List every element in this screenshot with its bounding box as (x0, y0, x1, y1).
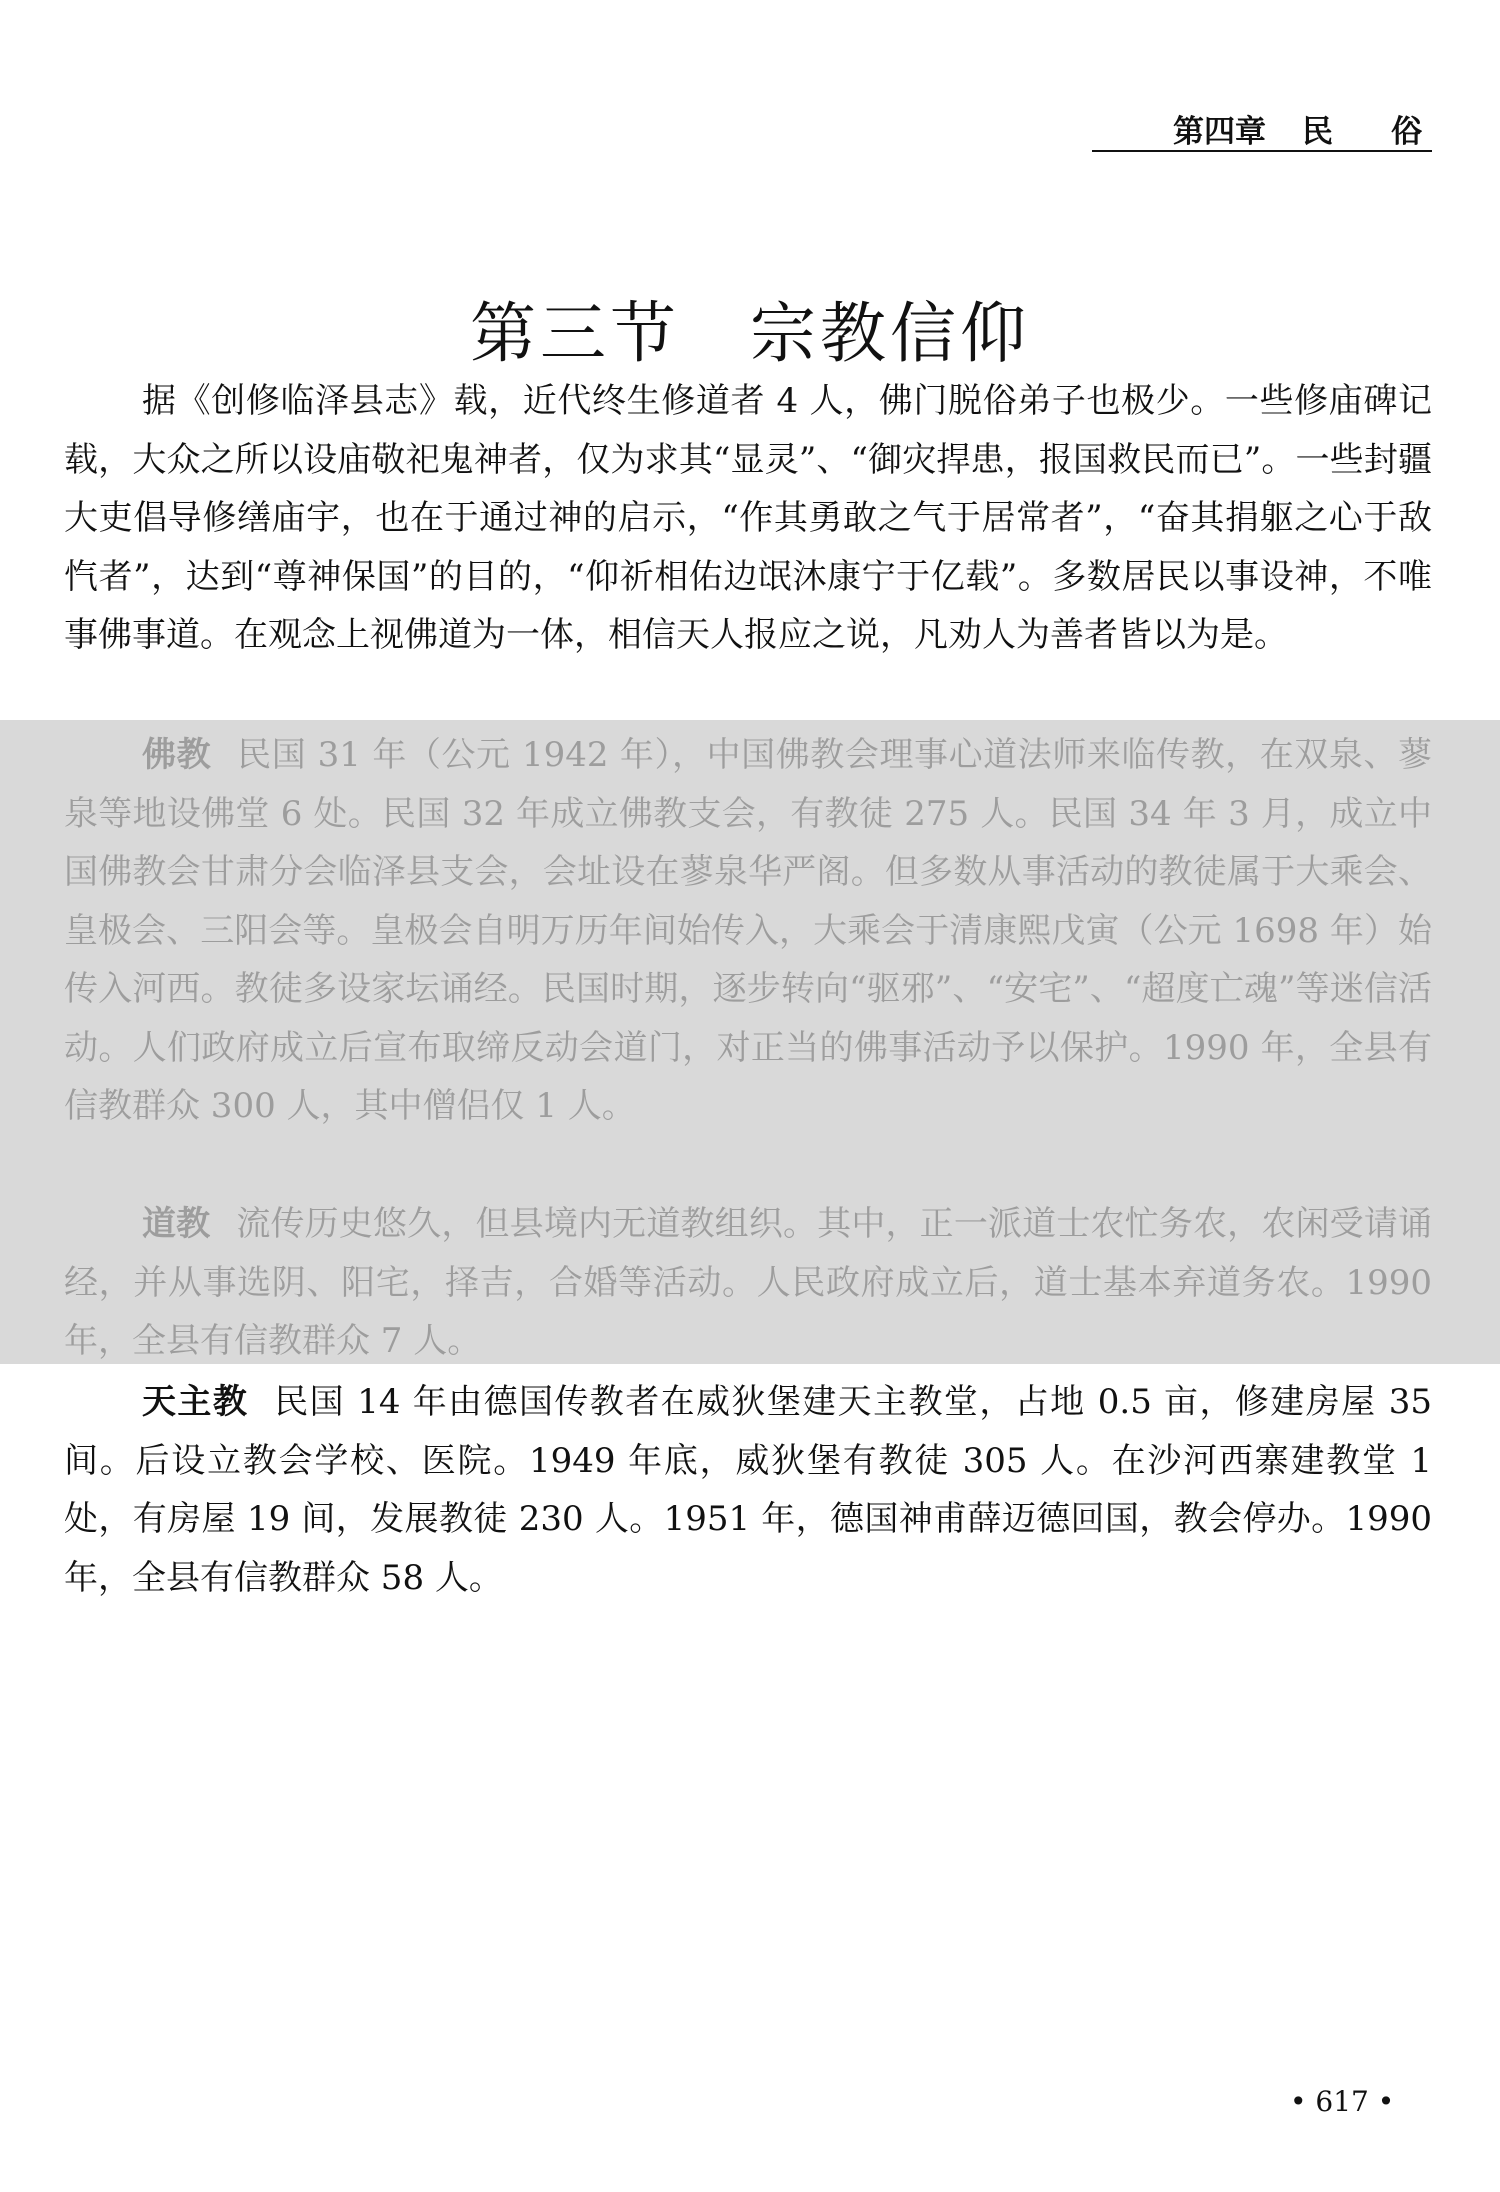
catholicism-term: 天主教 (142, 1382, 249, 1422)
running-head (1092, 106, 1480, 152)
buddhism-term: 佛教 (142, 735, 212, 775)
taoism-term: 道教 (142, 1204, 211, 1244)
page-number: • 617 • (1290, 2085, 1395, 2118)
section-title (0, 280, 1500, 375)
section-name: 宗教信仰 (750, 295, 1030, 373)
intro-paragraph: 据《创修临泽县志》载，近代终生修道者 4 人，佛门脱俗弟子也极少。一些修庙碑记载，大众之所以设庙敬祀鬼神者，仅为求其“显灵”、“御灾捍患，报国救民而已”。一些封疆大吏倡导修缮庙宇，也在于通过神的启示，“作其勇敢之气于居常者”，“奋其捐躯之心于敌忾者”，达到“尊神保国”的目的，“仰祈相佑边氓沐康宁于亿载”。多数居民以事设神，不唯事佛事道。在观念上视佛道为一体，相信天人报应之说，凡劝人为善者皆以为是。 (64, 381, 1432, 655)
chapter-name: 民俗 (1302, 114, 1480, 150)
section-number: 第三节 (470, 295, 680, 373)
taoism-paragraph (64, 1195, 1432, 1371)
catholicism-paragraph (64, 1373, 1432, 1607)
buddhism-text: 民国 31 年（公元 1942 年），中国佛教会理事心道法师来临传教，在双泉、蓼泉等地设佛堂 6 处。民国 32 年成立佛教支会，有教徒 275 人。民国 34 年 3 月，成立中国佛教会甘肃分会临泽县支会，会址设在蓼泉华严阁。但多数从事活动的教徒属于大乘会、皇极会、三阳会等。皇极会自明万历年间始传入，大乘会于清康熙戊寅（公元 1698 年）始传入河西。教徒多设家坛诵经。民国时期，逐步转向“驱邪”、“安宅”、“超度亡魂”等迷信活动。人们政府成立后宣布取缔反动会道门，对正当的佛事活动予以保护。1990 年，全县有信教群众 300 人，其中僧侣仅 1 人。 (64, 735, 1433, 1126)
taoism-text: 流传历史悠久，但县境内无道教组织。其中，正一派道士农忙务农，农闲受请诵经，并从事选阴、阳宅，择吉，合婚等活动。人民政府成立后，道士基本弃道务农。1990 年，全县有信教群众 7 人。 (64, 1204, 1433, 1361)
chapter-number: 第四章 (1173, 114, 1266, 150)
buddhism-paragraph (64, 726, 1432, 1136)
catholicism-text: 民国 14 年由德国传教者在威狄堡建天主教堂，占地 0.5 亩，修建房屋 35 间。后设立教会学校、医院。1949 年底，威狄堡有教徒 305 人。在沙河西寨建教堂 1 处，有房屋 19 间，发展教徒 230 人。1951 年，德国神甫薛迈德回国，教会停办。1990 年，全县有信教群众 58 人。 (64, 1382, 1432, 1598)
